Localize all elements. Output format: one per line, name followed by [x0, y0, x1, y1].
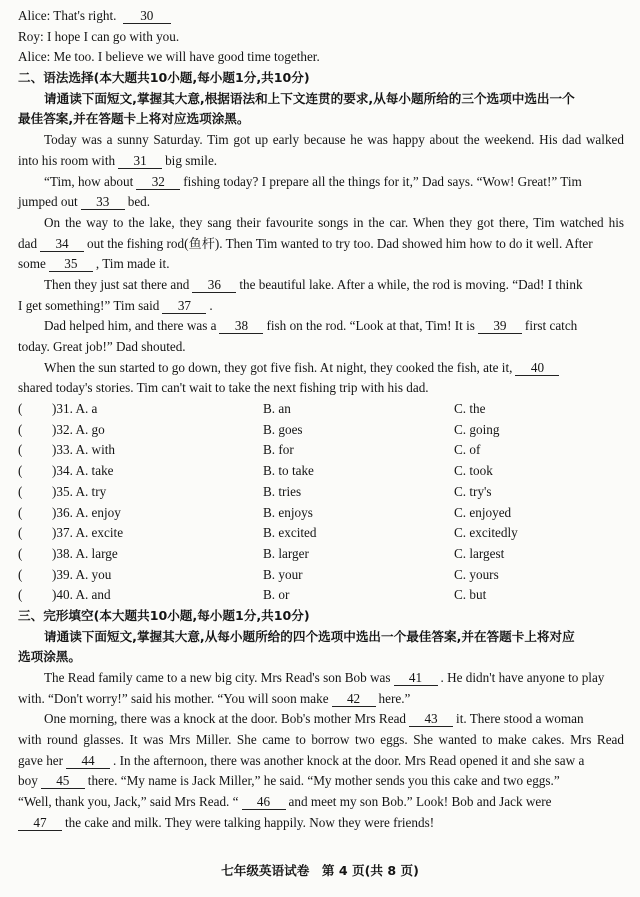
option-b: B. goes [263, 421, 303, 437]
option-row [18, 461, 624, 482]
blank-32: 32 [136, 174, 180, 190]
option-a: )39. A. you [52, 566, 112, 582]
option-c: C. going [454, 421, 500, 437]
option-a: )37. A. excite [52, 525, 124, 541]
dialogue-line-1: Alice: That's right. 30 [18, 6, 624, 27]
dialogue-line-2: Roy: I hope I can go with you. [18, 28, 180, 44]
option-b: B. your [263, 566, 303, 582]
blank-44: 44 [66, 753, 110, 769]
answer-paren[interactable]: ( [18, 525, 23, 541]
blank-43: 43 [409, 711, 453, 727]
blank-39: 39 [478, 318, 522, 334]
option-b: B. tries [263, 483, 302, 499]
blank-31: 31 [118, 153, 162, 169]
passage-line: some 35 , Tim made it. [18, 256, 170, 272]
option-b: B. or [263, 587, 290, 603]
option-row [18, 585, 624, 606]
passage-line: boy 45 there. “My name is Jack Miller,” he said. “My mother sends you this cake and two eggs.” [18, 773, 560, 789]
answer-paren[interactable]: ( [18, 504, 23, 520]
option-a: )38. A. large [52, 545, 118, 561]
blank-35: 35 [49, 256, 93, 272]
passage-line: into his room with 31 big smile. [18, 152, 218, 168]
option-b: B. to take [263, 463, 314, 479]
passage-line: 47 the cake and milk. They were talking happily. Now they were friends! [18, 813, 624, 834]
dialogue-text: Me too. I believe we will have good time together. [53, 49, 320, 65]
option-c: C. but [454, 587, 487, 603]
exam-page [18, 6, 624, 834]
passage-line: I get something!” Tim said 37 . [18, 297, 213, 313]
option-c: C. enjoyed [454, 504, 512, 520]
passage-line: The Read family came to a new big city. Mrs Read's son Bob was 41 . He didn't have anyone to play [44, 670, 605, 685]
option-a: )40. A. and [52, 587, 111, 603]
option-a: )33. A. with [52, 442, 116, 458]
blank-46: 46 [242, 794, 286, 810]
passage-line: “Well, thank you, Jack,” said Mrs Read. “ 46 and meet my son Bob.” Look! Bob and Jack were [18, 794, 552, 810]
blank-37: 37 [162, 298, 206, 314]
option-a: )31. A. a [52, 401, 98, 417]
blank-36: 36 [192, 277, 236, 293]
option-b: B. an [263, 401, 291, 417]
option-c: C. the [454, 401, 486, 417]
blank-34: 34 [40, 236, 84, 252]
option-row [18, 399, 624, 420]
option-c: C. excitedly [454, 525, 518, 541]
passage-line: Then they just sat there and 36 the beautiful lake. After a while, the rod is moving. “Dad! I think [44, 276, 583, 292]
passage-line: Today was a sunny Saturday. Tim got up early because he was happy about the weekend. His dad walked [44, 132, 624, 148]
option-row [18, 544, 624, 565]
option-b: B. enjoys [263, 504, 313, 520]
option-c: C. yours [454, 566, 499, 582]
passage-line: Dad helped him, and there was a 38 fish on the rod. “Look at that, Tim! It is 39 first catch [44, 318, 578, 334]
passage-line: One morning, there was a knock at the door. Bob's mother Mrs Read 43 it. There stood a woman [44, 711, 584, 727]
option-b: B. for [263, 442, 294, 458]
option-c: C. try's [454, 483, 492, 499]
option-c: C. of [454, 442, 481, 458]
option-a: )32. A. go [52, 421, 105, 437]
passage-line: shared today's stories. Tim can't wait to take the next fishing trip with his dad. [18, 380, 429, 396]
option-row [18, 482, 624, 503]
section-2-instruction-1: 请通读下面短文,掌握其大意,根据语法和上下文连贯的要求,从每小题所给的三个选项中选出一个 [44, 90, 575, 106]
dialogue-text: I hope I can go with you. [46, 28, 180, 44]
answer-paren[interactable]: ( [18, 566, 23, 582]
answer-paren[interactable]: ( [18, 483, 23, 499]
option-row [18, 523, 624, 544]
answer-paren[interactable]: ( [18, 401, 23, 417]
answer-paren[interactable]: ( [18, 587, 23, 603]
section-3-instruction-1: 请通读下面短文,掌握其大意,从每小题所给的四个选项中选出一个最佳答案,并在答题卡上将对应 [44, 628, 575, 644]
speaker: Alice [18, 49, 47, 65]
option-c: C. took [454, 463, 493, 479]
option-row [18, 565, 624, 586]
blank-40: 40 [515, 360, 559, 376]
blank-33: 33 [81, 194, 125, 210]
passage-line: with round glasses. It was Mrs Miller. She came to borrow two eggs. She wanted to make cakes. Mrs Read [18, 732, 624, 748]
option-b: B. larger [263, 545, 309, 561]
passage-line: jumped out 33 bed. [18, 194, 151, 210]
blank-45: 45 [41, 773, 85, 789]
passage-line: today. Great job!” Dad shouted. [18, 339, 186, 354]
passage-line: On the way to the lake, they sang their favourite songs in the car. When they got there, Tim watched his [44, 214, 624, 230]
option-a: )36. A. enjoy [52, 504, 121, 520]
answer-paren[interactable]: ( [18, 421, 23, 437]
page-footer: 七年级英语试卷 第 4 页(共 8 页) [221, 863, 419, 878]
section-3-instruction-2: 选项涂黑。 [18, 649, 81, 665]
answer-paren[interactable]: ( [18, 545, 23, 561]
answer-paren[interactable]: ( [18, 463, 23, 479]
option-row [18, 440, 624, 461]
section-2-instruction-2: 最佳答案,并在答题卡上将对应选项涂黑。 [18, 111, 250, 127]
option-a: )35. A. try [52, 483, 107, 499]
passage-line: gave her 44 . In the afternoon, there was another knock at the door. Mrs Read opened it and she saw a [18, 752, 585, 768]
answer-paren[interactable]: ( [18, 442, 23, 458]
option-c: C. largest [454, 545, 505, 561]
passage-line: “Tim, how about 32 fishing today? I prepare all the things for it,” Dad says. “Wow! Great!” Tim [44, 173, 582, 189]
option-a: )34. A. take [52, 463, 114, 479]
speaker: Alice [18, 8, 47, 23]
section-3-heading: 三、完形填空(本大题共10小题,每小题1分,共10分) [18, 607, 310, 623]
blank-38: 38 [219, 318, 263, 334]
passage-line: with. “Don't worry!” said his mother. “You will soon make 42 here.” [18, 690, 411, 706]
dialogue-text: That's right. [53, 8, 117, 23]
options-list [18, 399, 624, 606]
blank-47: 47 [18, 815, 62, 831]
blank-30: 30 [123, 8, 171, 24]
blank-41: 41 [394, 670, 438, 686]
passage-line: dad 34 out the fishing rod(鱼杆). Then Tim wanted to try too. Dad showed him how to do it well. After [18, 235, 593, 251]
option-row [18, 503, 624, 524]
option-row [18, 420, 624, 441]
dialogue-line-3: Alice: Me too. I believe we will have good time together. [18, 49, 320, 65]
speaker: Roy [18, 28, 40, 44]
passage-line: When the sun started to go down, they got five fish. At night, they cooked the fish, ate it, 40 [18, 358, 624, 379]
option-b: B. excited [263, 525, 317, 541]
blank-42: 42 [332, 691, 376, 707]
section-2-heading: 二、语法选择(本大题共10小题,每小题1分,共10分) [18, 70, 310, 86]
